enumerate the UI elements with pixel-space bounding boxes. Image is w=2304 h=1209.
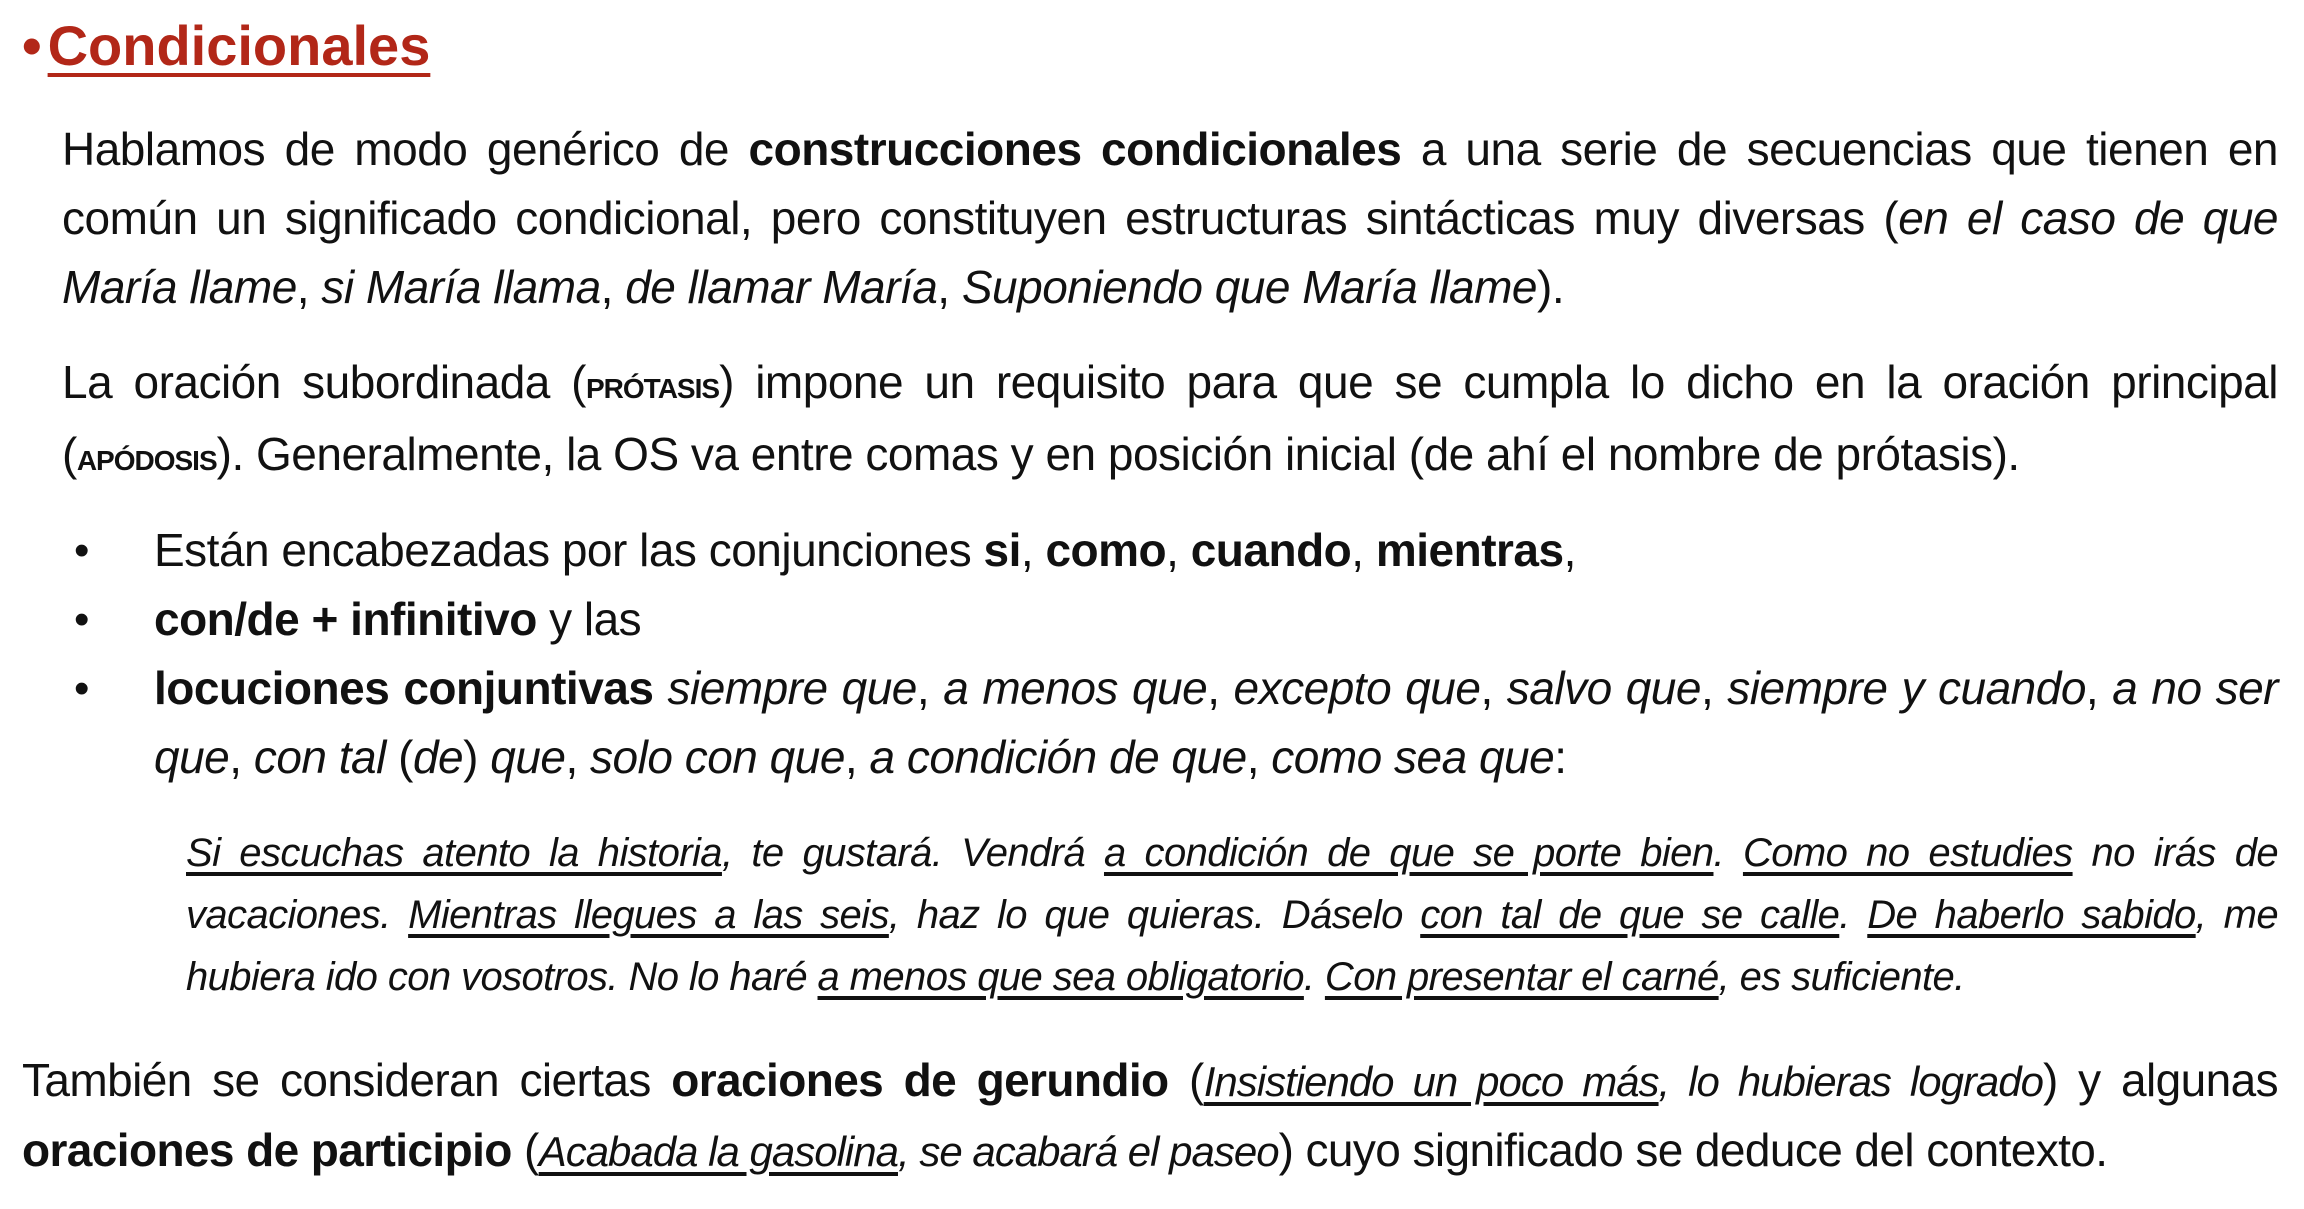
bold-term: oraciones de participio (22, 1124, 512, 1176)
bullet-icon: • (74, 595, 89, 644)
example: salvo que (1506, 662, 1701, 714)
text: , (1020, 524, 1046, 576)
bold-term: mientras (1375, 524, 1564, 576)
example: siempre y cuando (1727, 662, 2086, 714)
list-item (62, 585, 2278, 654)
example: siempre que (653, 662, 917, 714)
text: : (1554, 731, 1567, 783)
bold-term: como (1045, 524, 1167, 576)
term-apodosis: apódosis (76, 435, 217, 479)
text: . (1839, 893, 1868, 937)
text: , (1351, 524, 1376, 576)
example: como sea que (1271, 731, 1555, 783)
example-clause: Mientras llegues a las seis (408, 893, 889, 937)
text: ) impone un requisito para que se cumpla lo dicho en la oración principal ( (62, 356, 2278, 480)
example: solo con que (590, 731, 845, 783)
protasis-paragraph (62, 348, 2278, 492)
text: , (1166, 524, 1191, 576)
bold-term: si (983, 524, 1021, 576)
text: ) y algunas (2043, 1054, 2278, 1106)
text: , (2085, 662, 2113, 714)
text: ( (1168, 1054, 1204, 1106)
text: Están encabezadas por las conjunciones (154, 524, 984, 576)
text: La oración subordinada ( (62, 356, 586, 408)
text: no irás de vacaciones. (186, 831, 2279, 937)
bullet-icon: • (74, 664, 89, 713)
text: ) (463, 731, 478, 783)
list-item (62, 654, 2278, 792)
text: También se consideran ciertas (22, 1054, 672, 1106)
example: que (477, 731, 566, 783)
text: ). (1537, 261, 1565, 313)
text: ) cuyo significado se deduce del contexto. (1278, 1124, 2108, 1176)
bold-term: locuciones conjuntivas (154, 662, 654, 714)
text: , (937, 261, 962, 313)
text: , (600, 261, 626, 313)
list-item (62, 516, 2278, 585)
term-protasis: prótasis (586, 363, 720, 407)
text: , (229, 731, 254, 783)
connector-list (62, 516, 2278, 792)
example: de llamar María (625, 261, 938, 313)
example: , se acabará el paseo (897, 1128, 1279, 1175)
examples-block (186, 822, 2278, 1008)
heading-bullet: • (22, 14, 42, 77)
example-clause: a menos que sea obligatorio (817, 955, 1304, 999)
example: Suponiendo que María llame (961, 261, 1538, 313)
example: excepto que (1233, 662, 1481, 714)
example: , lo hubieras logrado (1658, 1058, 2043, 1105)
example: en el caso de que María llame (62, 192, 2278, 313)
heading-title: Condicionales (47, 14, 431, 77)
example: con tal (253, 731, 399, 783)
text: . (1303, 955, 1325, 999)
bold-term: cuando (1190, 524, 1352, 576)
text: , me hubiera ido con vosotros. No lo haré (186, 893, 2279, 999)
text: , (1700, 662, 1728, 714)
example-clause: Como no estudies (1742, 831, 2073, 875)
text: , te gustará. Vendrá (721, 831, 1104, 875)
example: a no ser que (154, 662, 2278, 783)
text: , (565, 731, 591, 783)
text: , (916, 662, 944, 714)
example: a menos que (943, 662, 1208, 714)
text: y las (536, 593, 642, 645)
text: , es suficiente. (1718, 955, 1965, 999)
text: ( (398, 731, 413, 783)
text: . (1713, 831, 1743, 875)
text: , (1246, 731, 1272, 783)
text: , (1480, 662, 1507, 714)
text: , (1207, 662, 1234, 714)
text: a una serie de secuencias que tienen en común un significado condicional, pero constituyen estructuras sintácticas muy diversas ( (62, 123, 2279, 244)
closing-paragraph (22, 1046, 2278, 1186)
intro-paragraph (62, 115, 2278, 322)
text: , (1563, 524, 1576, 576)
section-heading (22, 8, 430, 84)
text: Hablamos de modo genérico de (62, 123, 749, 175)
example-clause: con tal de que se calle (1420, 893, 1840, 937)
text: , (844, 731, 870, 783)
example-clause: Insistiendo un poco más (1203, 1058, 1659, 1105)
bold-term: con/de + infinitivo (154, 593, 537, 645)
bold-term: construcciones condicionales (748, 123, 1402, 175)
example: de (412, 731, 464, 783)
example-clause: Acabada la gasolina (538, 1128, 898, 1175)
text: ). Generalmente, la OS va entre comas y en posición inicial (de ahí el nombre de prótasis). (216, 428, 2020, 480)
bold-term: oraciones de gerundio (671, 1054, 1169, 1106)
text: , (296, 261, 322, 313)
example: si María llama (321, 261, 601, 313)
text: ( (511, 1124, 539, 1176)
example-clause: De haberlo sabido (1867, 893, 2196, 937)
example-clause: Con presentar el carné (1324, 955, 1719, 999)
text: , haz lo que quieras. Dáselo (888, 893, 1421, 937)
example: a condición de que (869, 731, 1247, 783)
example-clause: a condición de que se porte bien (1103, 831, 1714, 875)
bullet-icon: • (74, 526, 89, 575)
example-clause: Si escuchas atento la historia (186, 831, 722, 875)
